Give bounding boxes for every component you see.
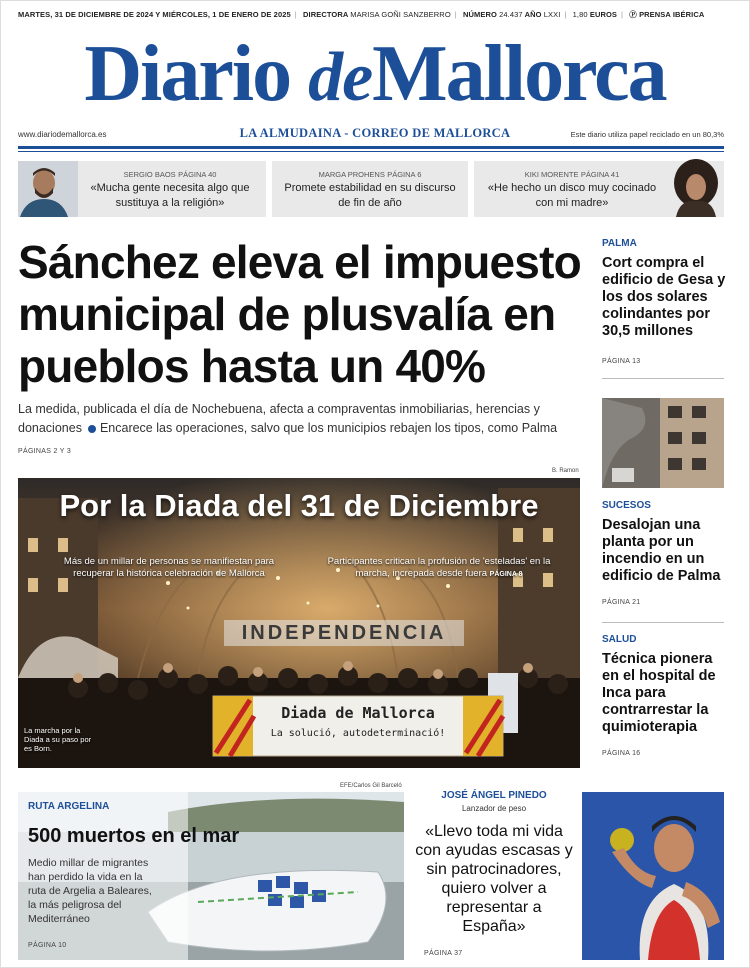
promo-page: PÁGINA 40: [178, 170, 217, 179]
sidebar-section: SALUD: [602, 634, 637, 645]
publisher-name: PRENSA IBÉRICA: [639, 10, 705, 19]
bullet-icon: [88, 425, 96, 433]
lede-text-2: Encarece las operaciones, salvo que los municipios rebajen los tipos, como Palma: [99, 421, 558, 435]
number-value: 24.437: [499, 10, 523, 19]
interview-quote: «Llevo toda mi vida con ayudas escasas y sin patrocinadores, quiero volver a representar a España»: [415, 823, 573, 935]
photo-side-caption: La marcha por la Diada a su paso por es Born.: [24, 726, 92, 753]
fire-building-photo: [602, 398, 724, 488]
promo-box-sergio-baos[interactable]: [18, 161, 266, 217]
sidebar-page: PÁGINA 13: [602, 358, 641, 365]
website-url[interactable]: www.diariodemallorca.es: [18, 130, 107, 139]
sidebar-divider: [602, 622, 724, 623]
main-photo[interactable]: [18, 478, 580, 768]
sidebar-title: Técnica pionera en el hospital de Inca para contrarrestar la quimioterapia: [602, 651, 716, 735]
dateline-date: MARTES, 31 DE DICIEMBRE DE 2024 Y MIÉRCOLES, 1 DE ENERO DE 2025: [18, 10, 291, 19]
dateline-bar: MARTES, 31 DE DICIEMBRE DE 2024 Y MIÉRCOLES, 1 DE ENERO DE 2025 | DIRECTORA MARISA GOÑI SANZBERRO | NÚMERO 24.437 AÑO LXXI | 1,80 EUROS | Ⓟ PRENSA IBÉRICA: [18, 10, 705, 19]
ruta-page: PÁGINA 10: [28, 942, 67, 949]
promo-page: PÁGINA 41: [580, 170, 620, 179]
photo-caption-left: Más de un millar de personas se manifiestan para recuperar la histórica celebración de Mallorca: [63, 556, 275, 579]
lead-pages[interactable]: PÁGINAS 2 Y 3: [18, 448, 72, 455]
year-label: AÑO: [524, 10, 542, 19]
photo-caption-right-page[interactable]: PÁGINA 8: [489, 571, 523, 578]
sidebar-item-sucesos[interactable]: [602, 500, 726, 606]
promo-quote: «He hecho un disco muy cocinado con mi madre»: [487, 182, 657, 209]
photo-caption-right-text: Participantes critican la profusión de 'esteladas' en la marcha, increpada desde fuera: [327, 556, 551, 579]
director-name: MARISA GOÑI SANZBERRO: [350, 10, 451, 19]
masthead-tagline: LA ALMUDAINA - CORREO DE MALLORCA: [239, 126, 511, 140]
kiki-morente-photo: [666, 157, 724, 217]
ruta-title: 500 muertos en el mar: [28, 825, 240, 847]
interview-story[interactable]: [414, 790, 574, 962]
sergio-baos-photo: [18, 161, 78, 217]
ruta-body: Medio millar de migrantes han perdido la vida en la ruta de Argelia a Baleares, la más peligrosa del Mediterráneo: [28, 857, 152, 925]
sidebar-page: PÁGINA 21: [602, 599, 641, 606]
interview-page: PÁGINA 37: [424, 950, 463, 957]
sidebar-section: SUCESOS: [602, 500, 651, 511]
promo-name: KIKI MORENTE: [524, 170, 579, 179]
sidebar-title: Cort compra el edificio de Gesa y los dos solares colindantes por 30,5 millones: [602, 255, 726, 339]
promo-box-marga-prohens[interactable]: [272, 161, 468, 217]
promo-name: SERGIO BAOS: [123, 170, 176, 179]
ruta-section: RUTA ARGELINA: [28, 801, 110, 812]
placard-title: Diada de Mallorca: [281, 704, 435, 722]
price-value: 1,80: [572, 10, 588, 19]
promo-name: MARGA PROHENS: [318, 170, 385, 179]
sidebar-title: Desalojan una planta por un incendio en un edificio de Palma: [602, 517, 721, 584]
promo-box-kiki-morente[interactable]: [474, 161, 724, 217]
header-rule-thin: [18, 151, 724, 152]
price-label: EUROS: [589, 10, 618, 19]
sidebar-divider: [602, 378, 724, 379]
year-value: LXXI: [543, 10, 561, 19]
recycled-paper-note: Este diario utiliza papel reciclado en un 80,3%: [570, 130, 724, 139]
photo-banner-text: INDEPENDENCIA: [241, 622, 447, 644]
ruta-argelina-story[interactable]: [18, 792, 404, 960]
photo-credit: B. Ramon: [552, 468, 579, 474]
promo-quote: Promete estabilidad en su discurso de fin de año: [284, 182, 456, 209]
promo-page: PÁGINA 6: [387, 170, 422, 179]
sidebar-section: PALMA: [602, 238, 637, 249]
shot-putter-photo: [582, 792, 724, 960]
lede-text-1: La medida, publicada el día de Nochebuena, afecta a compraventas inmobiliarias, herencias y donaciones: [18, 402, 540, 435]
photo-caption-right: [314, 556, 564, 581]
promo-quote: «Mucha gente necesita algo que sustituya a la religión»: [90, 182, 250, 209]
publisher-icon: Ⓟ: [629, 10, 637, 19]
photo-title: Por la Diada del 31 de Diciembre: [59, 488, 539, 523]
number-label: NÚMERO: [463, 10, 497, 19]
masthead-logo[interactable]: Diario deMallorca: [84, 30, 666, 118]
lead-lede: [18, 400, 588, 438]
lead-headline[interactable]: Sánchez eleva el impuesto municipal de plusvalía en pueblos hasta un 40%: [18, 236, 581, 392]
sidebar-item-palma[interactable]: [602, 238, 726, 365]
placard-subtitle: La solució, autodeterminació!: [270, 728, 446, 739]
header-rule: [18, 146, 724, 149]
interview-name: JOSÉ ÁNGEL PINEDO: [441, 790, 547, 801]
sidebar-page: PÁGINA 16: [602, 750, 641, 757]
sidebar-item-salud[interactable]: [602, 634, 726, 757]
interview-role: Lanzador de peso: [461, 804, 527, 813]
director-label: DIRECTORA: [303, 10, 349, 19]
ruta-photo-credit: EFE/Carlos Gil Barceló: [340, 783, 402, 789]
